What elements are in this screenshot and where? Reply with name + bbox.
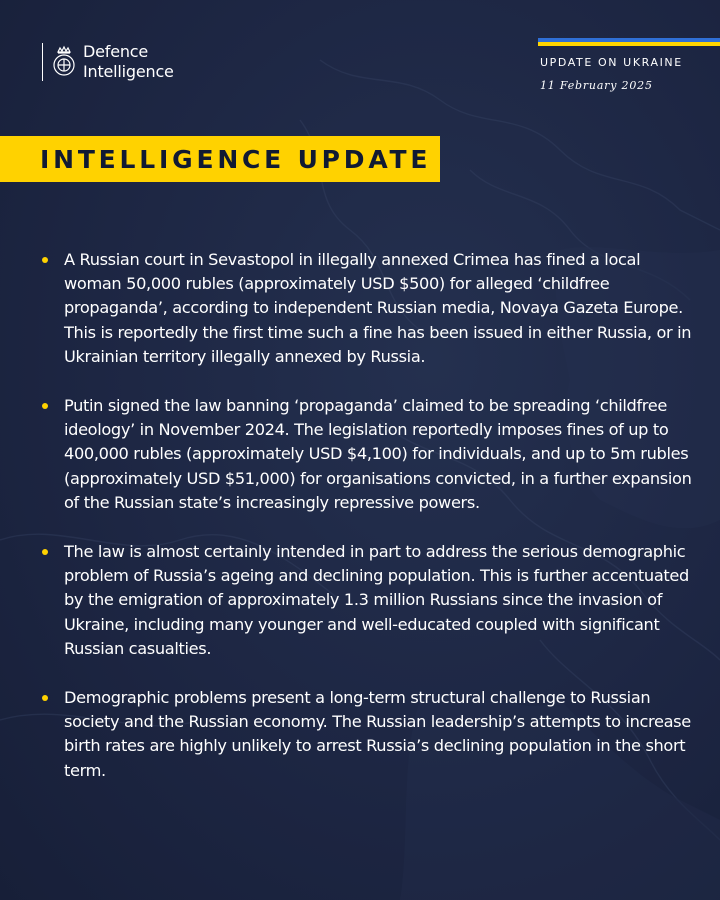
update-label: UPDATE ON UKRAINE bbox=[540, 56, 683, 69]
bullet-dot-icon bbox=[42, 695, 48, 701]
bullet-list bbox=[40, 248, 692, 808]
bullet-dot-icon bbox=[42, 403, 48, 409]
logo-divider bbox=[42, 43, 43, 81]
bullet-text: A Russian court in Sevastopol in illegally annexed Crimea has fined a local woman 50,000 rubles (approximately USD $500) for alleged ‘childfree propaganda’, according to independent Russian media, Novaya Gazeta Europe. This is reportedly the first time such a fine has been issued in either Russia, or in Ukrainian territory illegally annexed by Russia. bbox=[64, 250, 692, 366]
bullet-item bbox=[40, 394, 692, 515]
bullet-item bbox=[40, 540, 692, 661]
title-banner bbox=[0, 136, 440, 182]
bullet-dot-icon bbox=[42, 549, 48, 555]
banner-title: INTELLIGENCE UPDATE bbox=[40, 145, 432, 174]
bullet-text: Demographic problems present a long-term structural challenge to Russian society and the Russian economy. The Russian leadership’s attempts to increase birth rates are highly unlikely to arrest Russia’s declining population in the short term. bbox=[64, 688, 691, 780]
bullet-text: The law is almost certainly intended in part to address the serious demographic problem of Russia’s ageing and declining population. This is further accentuated by the emigration of approximately 1.3 million Russians since the invasion of Ukraine, including many younger and well-educated coupled with significant Russian casualties. bbox=[64, 542, 689, 658]
logo-line-2: Intelligence bbox=[83, 62, 174, 81]
ukraine-flag-bar bbox=[538, 38, 720, 46]
bullet-dot-icon bbox=[42, 257, 48, 263]
update-date: 11 February 2025 bbox=[540, 79, 653, 92]
defence-intelligence-logo bbox=[42, 42, 174, 82]
logo-line-1: Defence bbox=[83, 42, 149, 61]
bullet-text: Putin signed the law banning ‘propaganda’ claimed to be spreading ‘childfree ideology’ in November 2024. The legislation reportedly imposes fines of up to 400,000 rubles (approximately USD $4,100) for individuals, and up to 5m rubles (approximately USD $51,000) for organisations convicted, in a further expansion of the Russian state’s increasingly repressive powers. bbox=[64, 396, 692, 512]
crest-icon bbox=[51, 44, 77, 80]
bullet-item bbox=[40, 248, 692, 369]
bullet-item bbox=[40, 686, 692, 783]
logo-text bbox=[83, 42, 174, 82]
flag-yellow-stripe bbox=[538, 42, 720, 46]
